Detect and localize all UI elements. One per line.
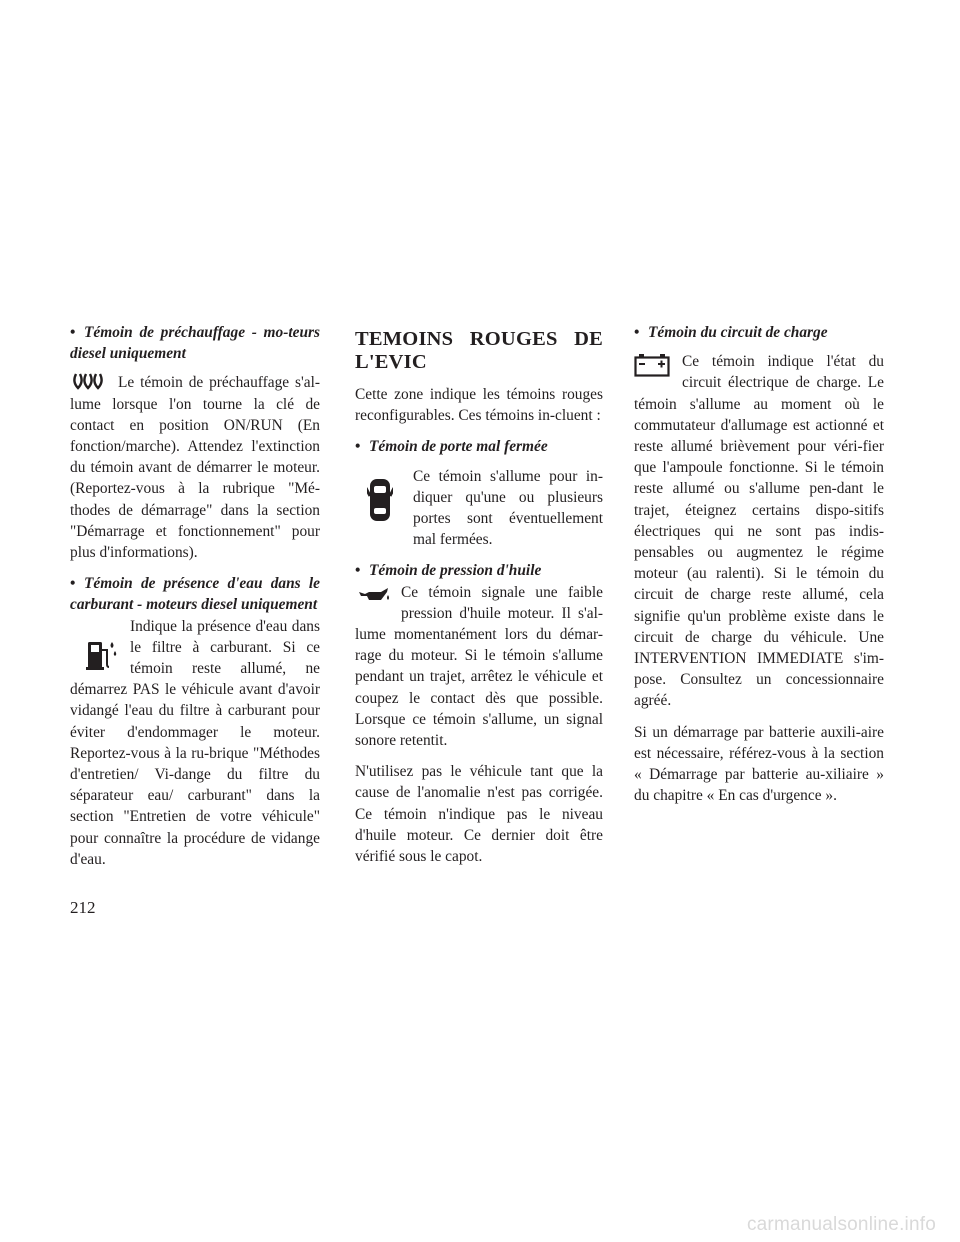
water-text: Indique la présence d'eau dans le filtre à carburant. Si ce témoin reste allumé, ne démarrez PAS le véhicule avant d'avoir vidangé l'eau du filtre à carburant pour éviter d'endommager le moteur. Reportez-vous à la ru-brique "Méthodes d'entretien/ Vi-dange du filtre du séparateur eau/ carburant" dans la section "Entretien de votre véhicule" pour connaître la procédure de vidange d'eau. xyxy=(70,617,320,868)
oil-note: N'utilisez pas le véhicule tant que la cause de l'anomalie n'est pas corrigée. Ce témoin n'indique pas le niveau d'huile moteur. Ce dernier doit être vérifié sous le capot. xyxy=(355,763,603,866)
charge-title: Témoin du circuit de charge xyxy=(648,324,828,341)
door-title: Témoin de porte mal fermée xyxy=(369,438,548,456)
column-middle xyxy=(355,322,603,877)
column-right xyxy=(634,322,884,816)
water-in-fuel-icon xyxy=(84,636,120,672)
bullet: • xyxy=(70,575,76,593)
bullet: • xyxy=(70,324,76,341)
door-block xyxy=(355,466,603,551)
page-number: 212 xyxy=(70,898,96,917)
door-ajar-icon xyxy=(367,478,393,522)
door-heading xyxy=(355,436,603,457)
preheat-block xyxy=(70,372,320,563)
section-title: TEMOINS ROUGES DE L'EVIC xyxy=(355,328,603,373)
watermark: carmanualsonline.info xyxy=(746,1214,936,1235)
preheat-title: Témoin de préchauffage - mo-teurs diesel uniquement xyxy=(70,324,320,363)
oil-block xyxy=(355,582,603,752)
oil-heading xyxy=(355,560,603,581)
oil-text: Ce témoin signale une faible pression d'huile moteur. Il s'al-lume momentanément lors du démar-rage du moteur. Si le témoin s'allume pendant un trajet, arrêtez le véhicule et coupez le contact dès que possible. Lorsque ce témoin s'allume, un signal sonore retentit. xyxy=(355,583,603,750)
bullet: • xyxy=(355,438,361,456)
bullet: • xyxy=(634,324,640,341)
preheat-heading xyxy=(70,322,320,364)
charge-text: Ce témoin indique l'état du circuit électrique de charge. Le témoin s'allume au moment où le commutateur d'allumage est actionné et reste allumé brièvement pour véri-fier que l'ampoule fonctionne. Si le témoin reste allumé ou s'allume pen-dant le trajet, éteignez certains dispo-sitifs électriques qui ne sont pas indis-pensables ou augmentez le régime moteur (au ralenti). Si le témoin du circuit de charge reste allumé, cela signifie qu'un problème existe dans le circuit de charge du véhicule. Une INTERVENTION IMMEDIATE s'im-pose. Consultez un concessionnaire agréé. xyxy=(634,353,884,710)
water-heading xyxy=(70,573,320,615)
charge-block xyxy=(634,351,884,711)
battery-icon xyxy=(634,353,670,377)
charge-heading xyxy=(634,322,884,343)
bullet: • xyxy=(355,562,361,580)
intro-text: Cette zone indique les témoins rouges reconfigurables. Ces témoins in-cluent : xyxy=(355,386,603,425)
preheat-text: Le témoin de préchauffage s'al-lume lorsque l'on tourne la clé de contact en position ON/RUN (En fonction/marche). Attendez l'extinction du témoin avant de démarrer le moteur. (Reportez-vous à la rubrique "Mé-thodes de démarrage" dans la section "Démarrage et fonctionnement" pour plus d'informations). xyxy=(70,374,320,562)
oil-title: Témoin de pression d'huile xyxy=(369,562,542,580)
glow-plug-icon xyxy=(70,372,112,392)
water-title: Témoin de présence d'eau dans le carburant - moteurs diesel uniquement xyxy=(70,575,320,614)
water-block xyxy=(70,616,320,870)
oil-pressure-icon xyxy=(357,586,391,606)
column-left xyxy=(70,322,320,880)
battery-note: Si un démarrage par batterie auxili-aire est nécessaire, référez-vous à la section « Démarrage par batterie au-xiliaire » du chapitre « En cas d'urgence ». xyxy=(634,723,884,805)
door-text: Ce témoin s'allume pour in-diquer qu'une ou plusieurs portes sont éventuellement mal fermées. xyxy=(413,467,603,549)
